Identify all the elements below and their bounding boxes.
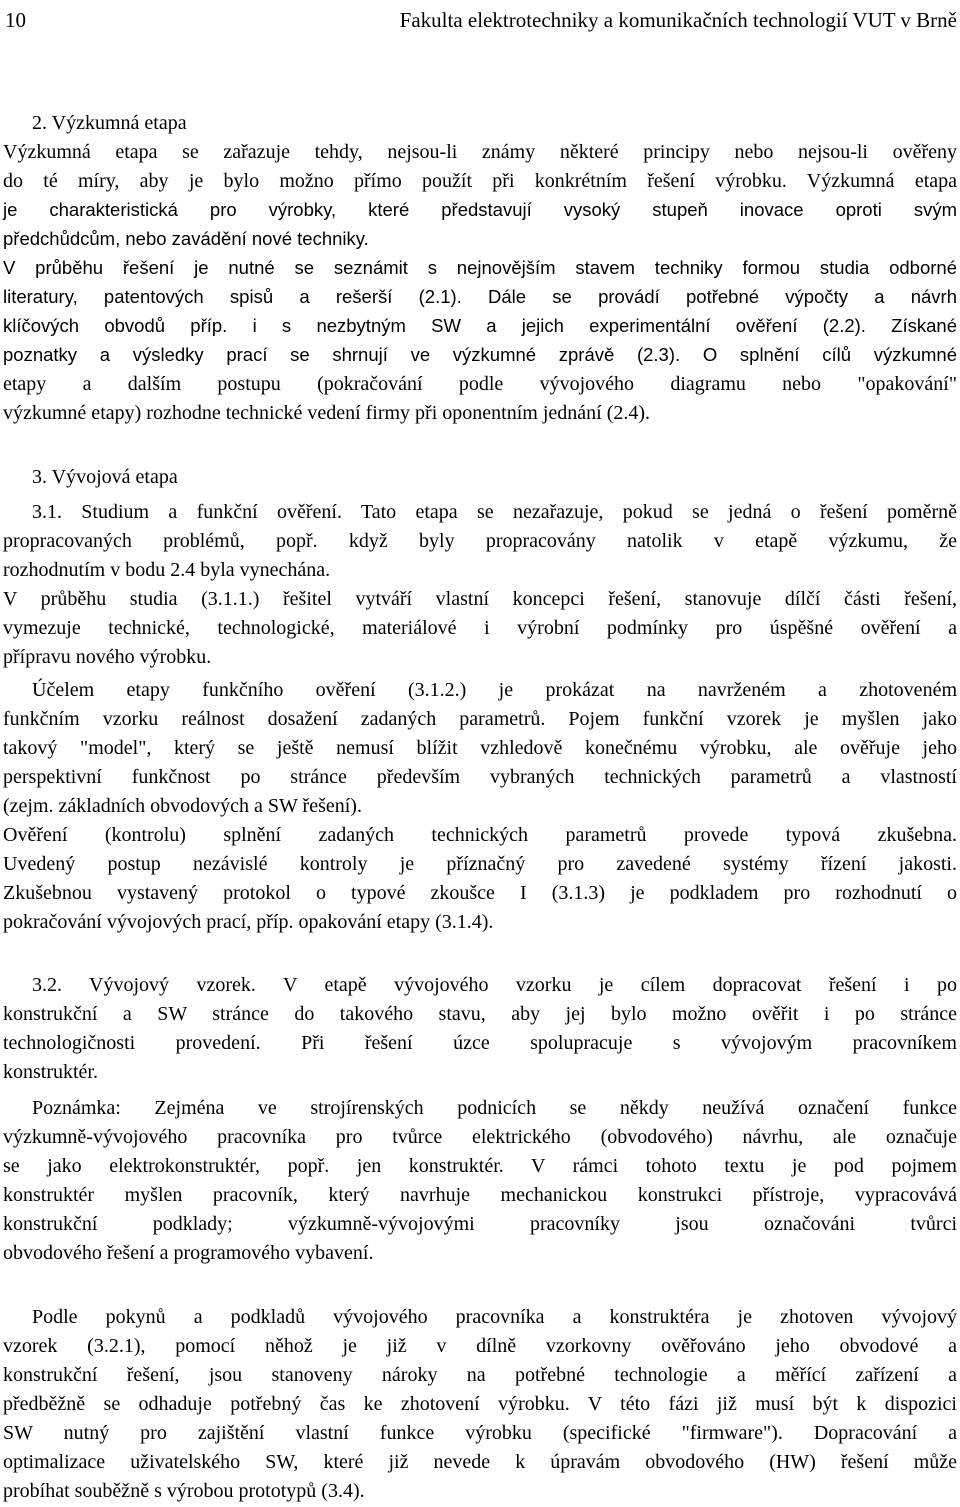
paragraph-line: Výzkumná etapa se zařazuje tehdy, nejsou-li známy některé principy nebo nejsou-li ověřeny	[3, 141, 957, 163]
heading-development-stage: 3. Vývojová etapa	[32, 466, 178, 488]
paragraph-line: etapy a dalším postupu (pokračování podle vývojového diagramu nebo "opakování"	[3, 373, 957, 395]
paragraph-line: přípravu nového výrobku.	[3, 646, 212, 668]
paragraph-line: takový "model", který se ještě nemusí blížit vzhledově konečnému výrobku, ale ověřuje jeho	[3, 737, 957, 759]
paragraph-line: funkčním vzorku reálnost dosažení zadaných parametrů. Pojem funkční vzorek je myšlen jako	[3, 708, 957, 730]
paragraph-line: perspektivní funkčnost po stránce především vybraných technických parametrů a vlastností	[3, 766, 957, 788]
paragraph-line: rozhodnutím v bodu 2.4 byla vynechána.	[3, 559, 331, 581]
paragraph-line: SW nutný pro zajištění vlastní funkce výrobku (specifické "firmware"). Dopracování a	[3, 1422, 957, 1444]
paragraph-line: technologičnosti provedení. Při řešení úzce spolupracuje s vývojovým pracovníkem	[3, 1032, 957, 1054]
paragraph-line: pokračování vývojových prací, příp. opakování etapy (3.1.4).	[3, 911, 494, 933]
paragraph-line: je charakteristická pro výrobky, které představují vysoký stupeň inovace oproti svým	[3, 199, 957, 220]
header-title: Fakulta elektrotechniky a komunikačních technologií VUT v Brně	[399, 8, 957, 32]
paragraph-line: Ověření (kontrolu) splnění zadaných technických parametrů provede typová zkušebna.	[3, 824, 957, 846]
paragraph-line: Zkušebnou vystavený protokol o typové zkoušce I (3.1.3) je podkladem pro rozhodnutí o	[3, 882, 957, 904]
paragraph-line: Účelem etapy funkčního ověření (3.1.2.) je prokázat na navrženém a zhotoveném	[32, 679, 957, 701]
paragraph-line: Uvedený postup nezávislé kontroly je příznačný pro zavedené systémy řízení jakosti.	[3, 853, 957, 875]
paragraph-line: (zejm. základních obvodových a SW řešení).	[3, 795, 362, 817]
paragraph-line: vymezuje technické, technologické, materiálové i výrobní podmínky pro úspěšné ověření a	[3, 617, 957, 639]
paragraph-line: literatury, patentových spisů a rešerší (2.1). Dále se provádí potřebné výpočty a návrh	[3, 286, 957, 307]
note-line: výzkumně-vývojového pracovníka pro tvůrce elektrického (obvodového) návrhu, ale označuje	[3, 1126, 957, 1148]
note-line: se jako elektrokonstruktér, popř. jen konstruktér. V rámci tohoto textu je pod pojmem	[3, 1155, 957, 1177]
note-line: obvodového řešení a programového vybavení.	[3, 1242, 374, 1264]
paragraph-line: propracovaných problémů, popř. když byly propracovány natolik v etapě výzkumu, že	[3, 530, 957, 552]
page-number: 10	[5, 8, 26, 32]
paragraph-line: konstrukční řešení, jsou stanoveny nároky na potřebné technologie a měřící zařízení a	[3, 1364, 957, 1386]
paragraph-line: V průběhu studia (3.1.1.) řešitel vytváří vlastní koncepci řešení, stanovuje dílčí části řešení,	[3, 588, 957, 610]
paragraph-line: výzkumné etapy) rozhodne technické vedení firmy při oponentním jednání (2.4).	[3, 402, 651, 424]
note-line: konstrukční podklady; výzkumně-vývojovými pracovníky jsou označováni tvůrci	[3, 1213, 957, 1235]
paragraph-line: do té míry, aby je bylo možno přímo použít při konkrétním řešení výrobku. Výzkumná etapa	[3, 170, 957, 192]
paragraph-line: probíhat souběžně s výrobou prototypů (3.4).	[3, 1480, 365, 1502]
paragraph-line: vzorek (3.2.1), pomocí něhož je již v dílně vzorkovny ověřováno jeho obvodové a	[3, 1335, 957, 1357]
heading-research-stage: 2. Výzkumná etapa	[32, 112, 187, 134]
page-header	[0, 5, 960, 35]
paragraph-line: konstrukční a SW stránce do takového stavu, aby jej bylo možno ověřit i po stránce	[3, 1003, 957, 1025]
paragraph-line: klíčových obvodů příp. i s nezbytným SW a jejich experimentální ověření (2.2). Získané	[3, 315, 957, 336]
paragraph-line: Podle pokynů a podkladů vývojového pracovníka a konstruktéra je zhotoven vývojový	[32, 1306, 957, 1328]
paragraph-line: předběžně se odhaduje potřebný čas ke zhotovení výrobku. V této fázi již musí být k dispozici	[3, 1393, 957, 1415]
paragraph-line: V průběhu řešení je nutné se seznámit s nejnovějším stavem techniky formou studia odborné	[3, 257, 957, 278]
paragraph-line: konstruktér.	[3, 1061, 98, 1083]
paragraph-line: optimalizace uživatelského SW, které již nevede k úpravám obvodového (HW) řešení může	[3, 1451, 957, 1473]
paragraph-line: 3.1. Studium a funkční ověření. Tato etapa se nezařazuje, pokud se jedná o řešení poměrně	[32, 501, 957, 523]
note-line: konstruktér myšlen pracovník, který navrhuje mechanickou konstrukci přístroje, vypracovává	[3, 1184, 957, 1206]
note-line: Poznámka: Zejména ve strojírenských podnicích se někdy neužívá označení funkce	[32, 1097, 957, 1119]
paragraph-line: předchůdcům, nebo zavádění nové techniky.	[3, 228, 369, 249]
heading-prototype-sample: 3.2. Vývojový vzorek. V etapě vývojového vzorku je cílem dopracovat řešení i po	[32, 974, 957, 996]
paragraph-line: poznatky a výsledky prací se shrnují ve výzkumné zprávě (2.3). O splnění cílů výzkumné	[3, 344, 957, 365]
